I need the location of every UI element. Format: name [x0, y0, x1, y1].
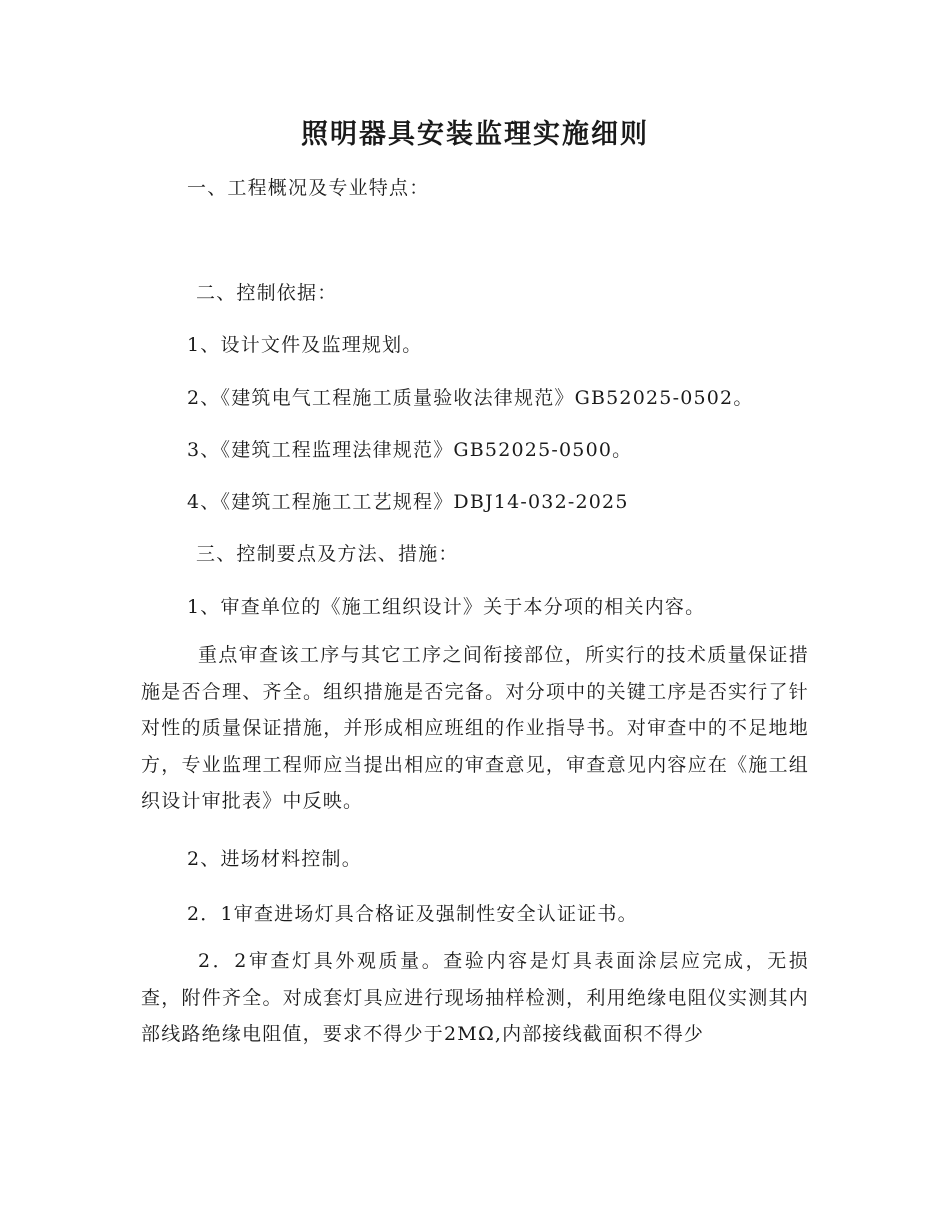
- control-item-2-1: 2．1审查进场灯具合格证及强制性安全认证证书。: [187, 903, 638, 925]
- section-heading-control-points: 三、控制要点及方法、措施：: [196, 543, 459, 565]
- control-item-2-2-paragraph: 2．2审查灯具外观质量。查验内容是灯具表面涂层应完成，无损查，附件齐全。对成套灯具应进行现场抽样检测，利用绝缘电阻仪实测其内部线路绝缘电阻值，要求不得少于2MΩ,内部接线截面积不得少: [141, 950, 809, 1045]
- basis-item-1: 1、设计文件及监理规划。: [187, 334, 423, 356]
- control-item-2: 2、进场材料控制。: [187, 848, 362, 870]
- control-item-1-paragraph: 重点审查该工序与其它工序之间衔接部位，所实行的技术质量保证措施是否合理、齐全。组织措施是否完备。对分项中的关键工序是否实行了针对性的质量保证措施，并形成相应班组的作业指导书。对审查中的不足地地方，专业监理工程师应当提出相应的审查意见，审查意见内容应在《施工组织设计审批表》中反映。: [141, 644, 809, 812]
- document-title: 照明器具安装监理实施细则: [301, 119, 649, 150]
- section-heading-overview: 一、工程概况及专业特点：: [187, 177, 430, 199]
- basis-item-3: 3、《建筑工程监理法律规范》GB52025-0500。: [187, 439, 633, 461]
- section-heading-basis: 二、控制依据：: [196, 282, 338, 304]
- basis-item-2: 2、《建筑电气工程施工质量验收法律规范》GB52025-0502。: [187, 387, 754, 409]
- control-item-1: 1、审查单位的《施工组织设计》关于本分项的相关内容。: [187, 596, 706, 618]
- basis-item-4: 4、《建筑工程施工工艺规程》DBJ14-032-2025: [187, 491, 629, 513]
